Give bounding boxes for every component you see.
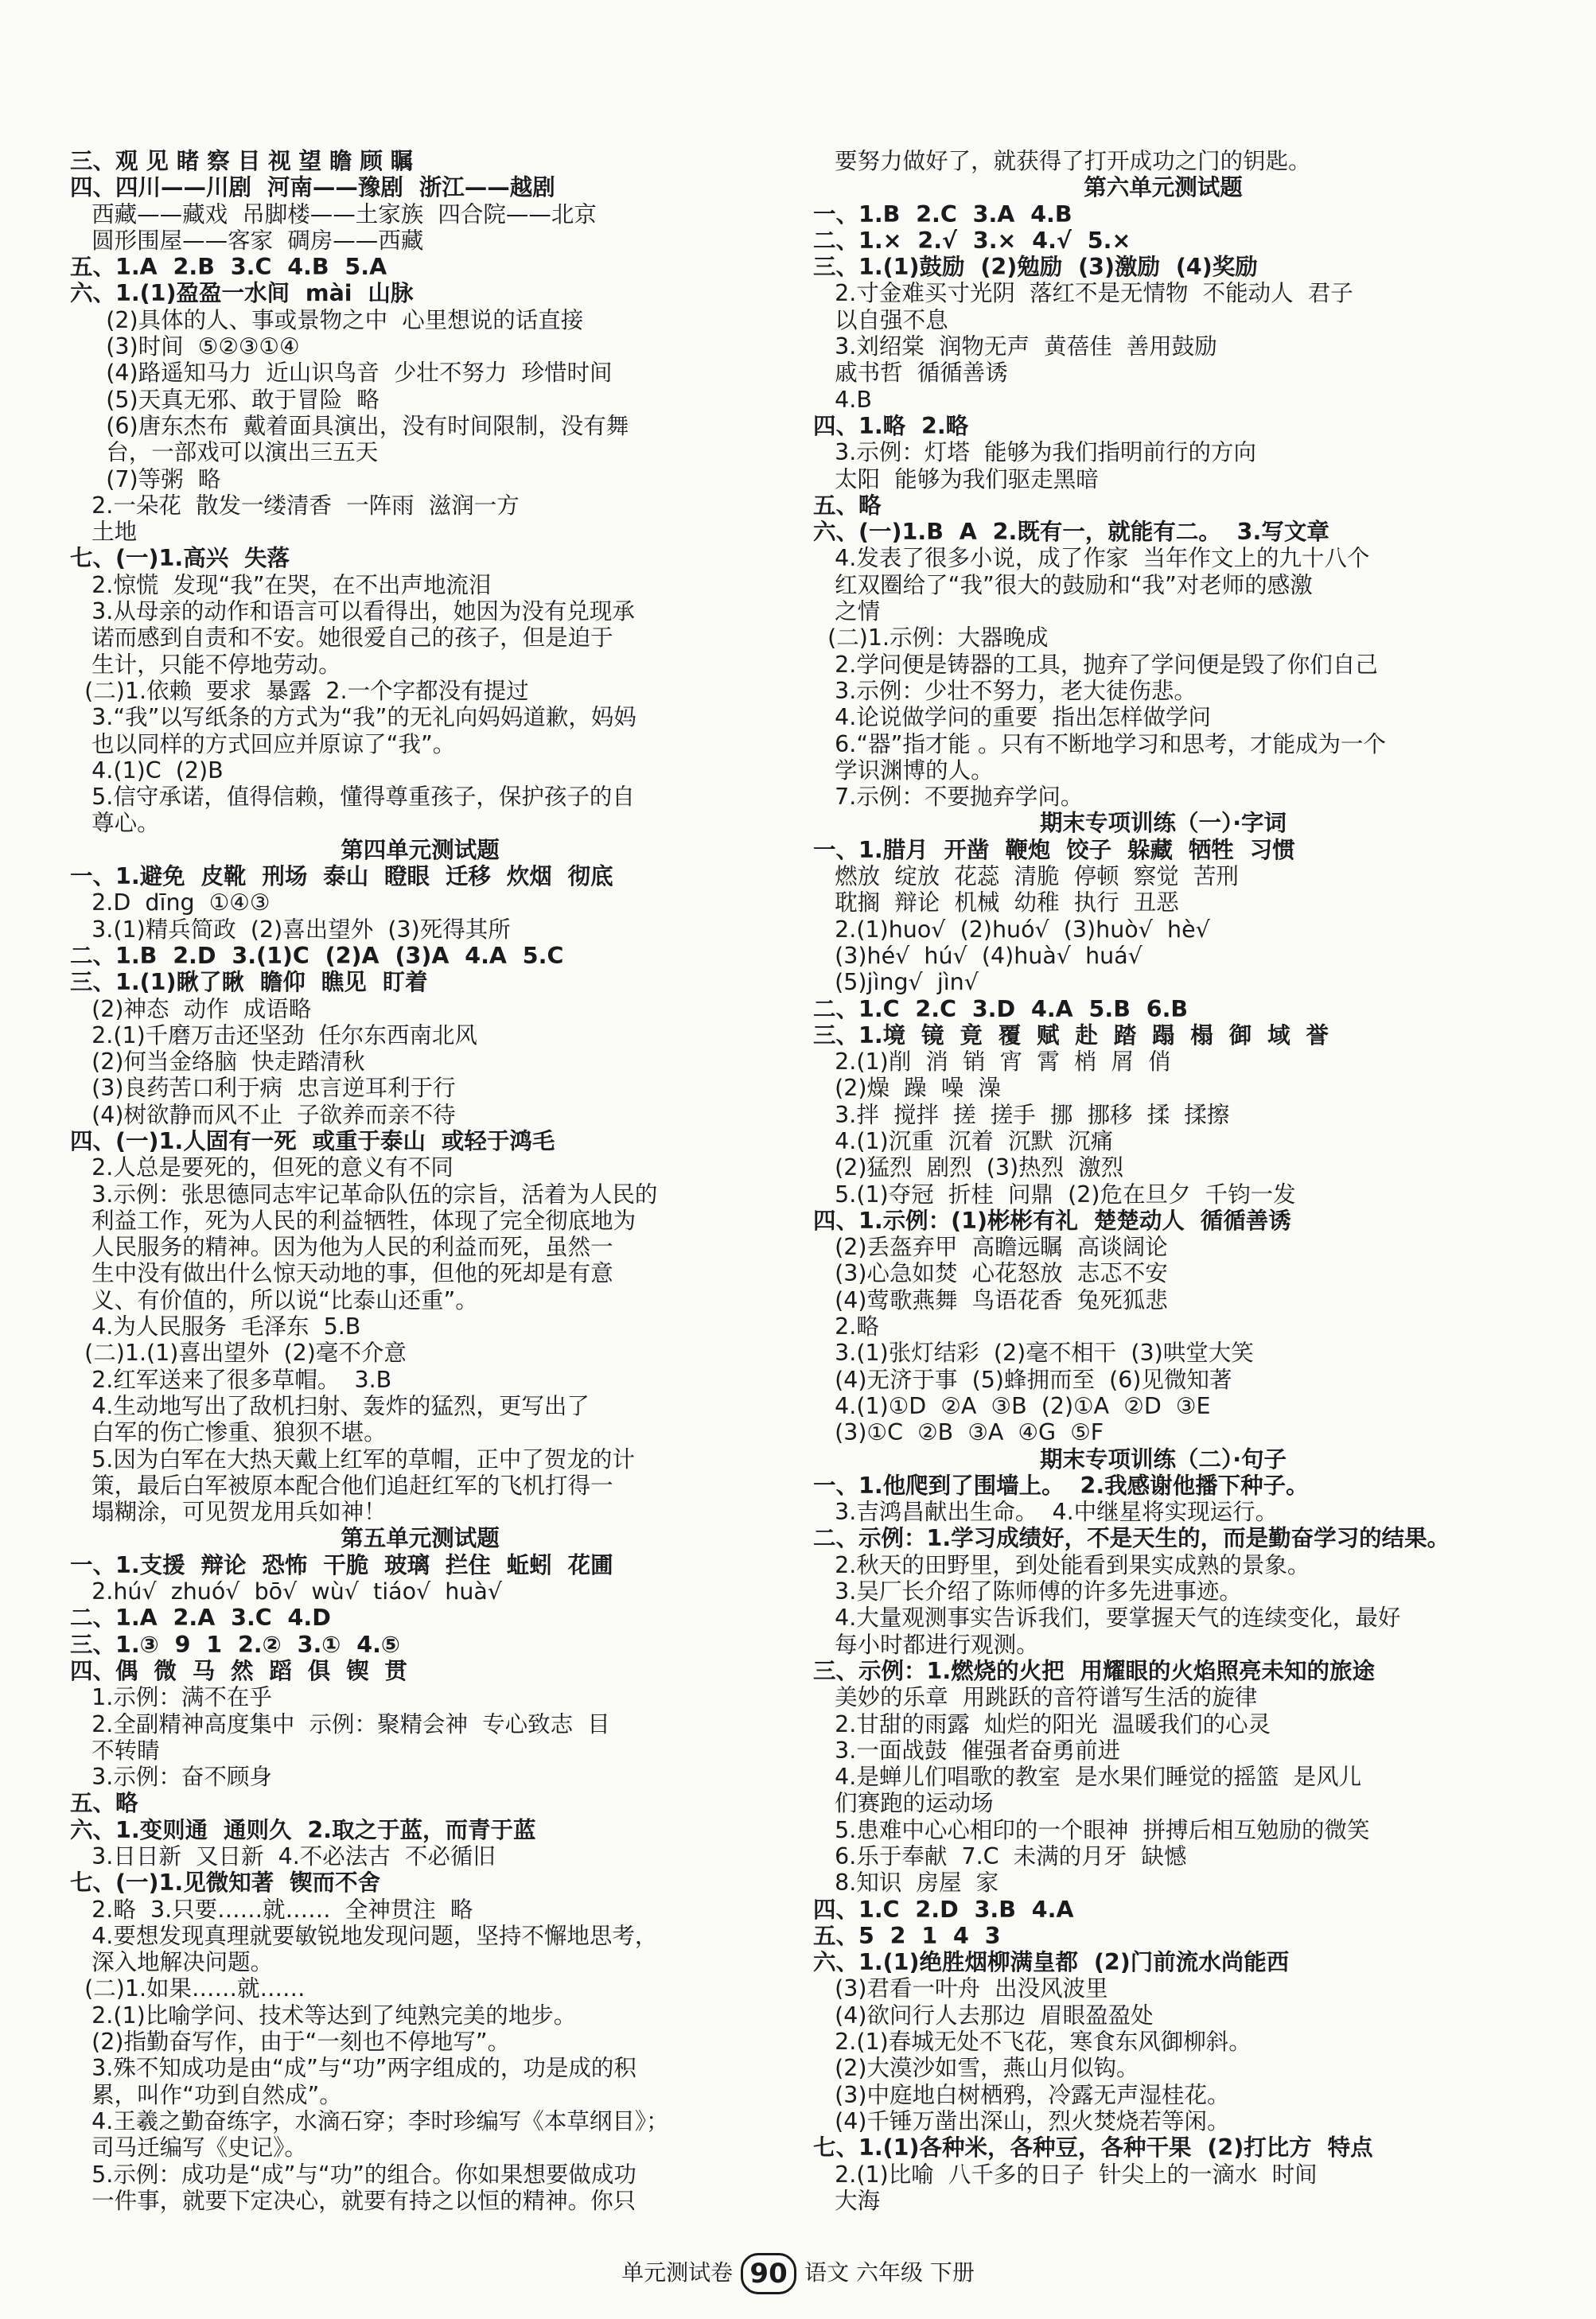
- answer-line: 每小时都进行观测。: [813, 1631, 1039, 1658]
- answer-line: 3.示例：少壮不努力，老大徒伤悲。: [813, 677, 1197, 704]
- answer-line: 策，最后白军被原本配合他们追赶红军的飞机打得一: [70, 1472, 613, 1499]
- answer-line: 5.示例：成功是“成”与“功”的组合。你如果想要做成功: [70, 2161, 636, 2188]
- answer-line: (二)1.示例：大器晚成: [813, 624, 1049, 652]
- answer-line: 一、1.B 2.C 3.A 4.B: [813, 200, 1072, 228]
- left-column: [70, 148, 770, 2214]
- answer-line: 4.(1)C (2)B: [70, 757, 224, 784]
- answer-line: 二、1.× 2.√ 3.× 4.√ 5.×: [813, 227, 1131, 254]
- answer-line: 2.一朵花 散发一缕清香 一阵雨 滋润一方: [70, 492, 520, 519]
- answer-line: 2.人总是要死的，但死的意义有不同: [70, 1154, 453, 1181]
- answer-line: (2)神态 动作 成语略: [70, 995, 312, 1022]
- answer-line: 圆形围屋——客家 碉房——西藏: [70, 227, 424, 254]
- answer-line: 2.(1)huo√ (2)huó√ (3)huò√ hè√: [813, 916, 1210, 943]
- answer-line: 深入地解决问题。: [70, 1949, 274, 1976]
- answer-line: 五、略: [813, 492, 882, 519]
- answer-line: (3)①C ②B ③A ④G ⑤F: [813, 1419, 1104, 1446]
- answer-line: 3.殊不知成功是由“成”与“功”两字组成的，功是成的积: [70, 2055, 636, 2082]
- answer-line: 七、(一)1.见微知著 锲而不舍: [70, 1870, 381, 1897]
- answer-line: 2.(1)春城无处不飞花，寒食东风御柳斜。: [813, 2029, 1251, 2056]
- answer-line: 三、示例：1.燃烧的火把 用耀眼的火焰照亮未知的旅途: [813, 1657, 1376, 1684]
- answer-line: 们赛跑的运动场: [813, 1790, 994, 1817]
- answer-line: 6.“器”指才能 。只有不断地学习和思考，才能成为一个: [813, 730, 1386, 757]
- answer-line: 司马迁编写《史记》。: [70, 2134, 307, 2161]
- answer-line: (二)1.依赖 要求 暴露 2.一个字都没有提过: [70, 677, 529, 704]
- answer-line: 六、1.(1)盈盈一水间 mài 山脉: [70, 280, 414, 307]
- answer-line: (4)路遥知马力 近山识鸟音 少壮不努力 珍惜时间: [70, 360, 613, 387]
- answer-line: 累，叫作“功到自然成”。: [70, 2081, 342, 2108]
- answer-line: 3.(1)精兵简政 (2)喜出望外 (3)死得其所: [70, 916, 511, 943]
- answer-line: 四、1.示例：(1)彬彬有礼 楚楚动人 循循善诱: [813, 1207, 1291, 1234]
- answer-line: 要努力做好了，就获得了打开成功之门的钥匙。: [813, 148, 1311, 174]
- answer-line: 大海: [813, 2187, 881, 2214]
- footer-subject-grade: 语文 六年级 下册: [804, 2259, 975, 2286]
- answer-line: 3.从母亲的动作和语言可以看得出，她因为没有兑现承: [70, 598, 635, 625]
- answer-line: (3)良药苦口利于病 忠言逆耳利于行: [70, 1075, 456, 1102]
- answer-line: 2.秋天的田野里，到处能看到果实成熟的景象。: [813, 1551, 1310, 1578]
- answer-line: 一、1.避免 皮靴 刑场 泰山 瞪眼 迁移 炊烟 彻底: [70, 863, 613, 890]
- answer-line: 生计，只能不停地劳动。: [70, 651, 341, 678]
- answer-line: 六、1.(1)绝胜烟柳满皇都 (2)门前流水尚能西: [813, 1949, 1290, 1976]
- answer-line: 燃放 绽放 花蕊 清脆 停顿 察觉 苦刑: [813, 863, 1239, 890]
- answer-line: 四、1.略 2.略: [813, 412, 969, 439]
- answer-line: 8.知识 房屋 家: [813, 1870, 999, 1897]
- answer-line: (2)丢盔弃甲 高瞻远瞩 高谈阔论: [813, 1234, 1168, 1261]
- answer-line: 4.(1)沉重 沉着 沉默 沉痛: [813, 1127, 1114, 1154]
- answer-line: (4)树欲静而风不止 子欲养而亲不待: [70, 1101, 456, 1128]
- answer-line: 学识渊博的人。: [813, 757, 994, 784]
- answer-line: 6.乐于奉献 7.C 未满的月牙 缺憾: [813, 1843, 1187, 1870]
- answer-line: 2.hú√ zhuó√ bō√ wù√ tiáo√ huà√: [70, 1578, 503, 1605]
- answer-line: 四、1.C 2.D 3.B 4.A: [813, 1896, 1074, 1923]
- answer-line: 一、1.他爬到了围墙上。 2.我感谢他播下种子。: [813, 1472, 1309, 1499]
- answer-line: 4.发表了很多小说，成了作家 当年作文上的九十八个: [813, 545, 1370, 572]
- section-heading: 期末专项训练（二）·句子: [1039, 1445, 1287, 1473]
- answer-line: 白军的伤亡惨重、狼狈不堪。: [70, 1419, 387, 1446]
- answer-line: 4.论说做学问的重要 指出怎样做学问: [813, 704, 1211, 731]
- answer-line: 三、1.③ 9 1 2.② 3.① 4.⑤: [70, 1631, 401, 1658]
- answer-line: 义、有价值的，所以说“比泰山还重”。: [70, 1286, 478, 1313]
- answer-line: 不转睛: [70, 1737, 160, 1764]
- answer-line: 3.一面战鼓 催强者奋勇前进: [813, 1737, 1120, 1764]
- answer-line: 4.B: [813, 386, 872, 413]
- answer-line: 4.大量观测事实告诉我们，要掌握天气的连续变化，最好: [813, 1605, 1401, 1632]
- answer-line: (二)1.(1)喜出望外 (2)毫不介意: [70, 1340, 407, 1367]
- answer-line: (2)具体的人、事或景物之中 心里想说的话直接: [70, 306, 584, 333]
- answer-line: 2.略 3.只要……就…… 全神贯注 略: [70, 1896, 473, 1923]
- answer-line: (6)唐东杰布 戴着面具演出，没有时间限制，没有舞: [70, 412, 629, 439]
- answer-line: 2.(1)削 消 销 宵 霄 梢 屑 俏: [813, 1049, 1171, 1076]
- answer-line: 七、1.(1)各种米，各种豆，各种干果 (2)打比方 特点: [813, 2134, 1373, 2161]
- page-footer: [0, 2253, 1596, 2294]
- answer-line: 一件事，就要下定决心，就要有持之以恒的精神。你只: [70, 2187, 636, 2214]
- answer-line: 尊心。: [70, 810, 160, 837]
- answer-line: 3.刘绍棠 润物无声 黄蓓佳 善用鼓励: [813, 333, 1217, 360]
- answer-line: 六、(一)1.B A 2.既有一，就能有二。 3.写文章: [813, 519, 1329, 546]
- answer-line: 也以同样的方式回应并原谅了“我”。: [70, 730, 456, 757]
- section-heading: 第六单元测试题: [1084, 174, 1243, 201]
- answer-line: 7.示例：不要抛弃学问。: [813, 784, 1084, 811]
- answer-line: (2)何当金络脑 快走踏清秋: [70, 1049, 365, 1076]
- answer-line: (5)天真无邪、敢于冒险 略: [70, 386, 380, 413]
- answer-line: 塌糊涂，可见贺龙用兵如神！: [70, 1499, 387, 1526]
- answer-line: 生中没有做出什么惊天动地的事，但他的死却是有意: [70, 1260, 613, 1287]
- answer-line: 五、5 2 1 4 3: [813, 1922, 1001, 1949]
- answer-line: 2.D dīng ①④③: [70, 889, 271, 916]
- answer-line: 五、1.A 2.B 3.C 4.B 5.A: [70, 254, 387, 281]
- answer-line: 三、1.境 镜 竟 覆 赋 赴 踏 蹋 榻 御 域 誉: [813, 1021, 1329, 1049]
- answer-line: 2.(1)比喻 八千多的日子 针尖上的一滴水 时间: [813, 2161, 1318, 2188]
- answer-line: (2)指勤奋写作，由于“一刻也不停地写”。: [70, 2029, 511, 2056]
- answer-line: 3.拌 搅拌 搓 搓手 挪 挪移 揉 揉擦: [813, 1101, 1230, 1128]
- answer-line: (2)猛烈 剧烈 (3)热烈 激烈: [813, 1154, 1124, 1181]
- answer-line: 以自强不息: [813, 306, 948, 333]
- answer-line: (3)时间 ⑤②③①④: [70, 333, 300, 360]
- page-number: 90: [741, 2253, 796, 2294]
- answer-line: 西藏——藏戏 吊脚楼——土家族 四合院——北京: [70, 200, 597, 228]
- answer-line: 3.示例：张思德同志牢记革命队伍的宗旨，活着为人民的: [70, 1181, 658, 1208]
- answer-line: 一、1.腊月 开凿 鞭炮 饺子 躲藏 牺牲 习惯: [813, 836, 1295, 863]
- answer-line: 4.是蝉儿们唱歌的教室 是水果们睡觉的摇篮 是风儿: [813, 1764, 1362, 1791]
- answer-line: 2.红军送来了很多草帽。 3.B: [70, 1366, 392, 1393]
- answer-line: 2.惊慌 发现“我”在哭，在不出声地流泪: [70, 571, 492, 598]
- answer-line: 二、1.A 2.A 3.C 4.D: [70, 1605, 331, 1632]
- answer-line: 台，一部戏可以演出三五天: [70, 439, 379, 466]
- answer-line: (3)君看一叶舟 出没风波里: [813, 1975, 1108, 2002]
- answer-line: 二、示例：1.学习成绩好，不是天生的，而是勤奋学习的结果。: [813, 1525, 1450, 1552]
- answer-line: (5)jìng√ jìn√: [813, 969, 979, 996]
- answer-line: 人民服务的精神。因为他为人民的利益而死，虽然一: [70, 1234, 613, 1261]
- answer-line: 4.(1)①D ②A ③B (2)①A ②D ③E: [813, 1392, 1211, 1419]
- answer-line: (7)等粥 略: [70, 465, 221, 492]
- footer-book-title: 单元测试卷: [621, 2259, 734, 2286]
- answer-line: 5.(1)夺冠 折桂 问鼎 (2)危在旦夕 千钧一发: [813, 1181, 1296, 1208]
- section-heading: 期末专项训练（一）·字词: [1039, 810, 1287, 837]
- answer-line: 3.吉鸿昌献出生命。 4.中继星将实现运行。: [813, 1499, 1279, 1526]
- answer-line: 4.生动地写出了敌机扫射、轰炸的猛烈，更写出了: [70, 1392, 590, 1419]
- answer-line: 2.(1)比喻学问、技术等达到了纯熟完美的地步。: [70, 2002, 577, 2029]
- answer-line: 六、1.变则通 通则久 2.取之于蓝，而青于蓝: [70, 1816, 536, 1843]
- answer-line: (3)心急如焚 心花怒放 志忑不安: [813, 1260, 1168, 1287]
- answer-line: 3.示例：灯塔 能够为我们指明前行的方向: [813, 439, 1256, 466]
- answer-line: 5.因为白军在大热天戴上红军的草帽，正中了贺龙的计: [70, 1445, 635, 1473]
- answer-line: (二)1.如果……就……: [70, 1975, 306, 2002]
- answer-line: 四、四川——川剧 河南——豫剧 浙江——越剧: [70, 174, 555, 201]
- answer-line: 5.患难中心心相印的一个眼神 拼搏后相互勉励的微笑: [813, 1816, 1370, 1843]
- answer-line: 七、(一)1.高兴 失落: [70, 545, 290, 572]
- answer-line: 三、1.(1)瞅了瞅 瞻仰 瞧见 盯着: [70, 969, 428, 996]
- answer-line: (4)欲问行人去那边 眉眼盈盈处: [813, 2002, 1154, 2029]
- answer-line: 3.吴厂长介绍了陈师傅的许多先进事迹。: [813, 1578, 1242, 1605]
- answer-line: 3.示例：奋不顾身: [70, 1764, 272, 1791]
- answer-line: 二、1.B 2.D 3.(1)C (2)A (3)A 4.A 5.C: [70, 942, 564, 969]
- answer-line: 3.(1)张灯结彩 (2)毫不相干 (3)哄堂大笑: [813, 1340, 1254, 1367]
- answer-line: 3.日日新 又日新 4.不必法古 不必循旧: [70, 1843, 496, 1870]
- answer-line: 2.寸金难买寸光阴 落红不是无情物 不能动人 君子: [813, 280, 1353, 307]
- answer-line: 一、1.支援 辩论 恐怖 干脆 玻璃 拦住 蚯蚓 花圃: [70, 1551, 613, 1578]
- answer-line: 4.为人民服务 毛泽东 5.B: [70, 1313, 361, 1340]
- answer-line: 2.甘甜的雨露 灿烂的阳光 温暖我们的心灵: [813, 1710, 1271, 1737]
- answer-line: (4)千锤万凿出深山，烈火焚烧若等闲。: [813, 2107, 1230, 2134]
- answer-line: 五、略: [70, 1790, 138, 1817]
- answer-line: 2.(1)千磨万击还坚劲 任尔东西南北风: [70, 1021, 477, 1049]
- answer-line: 三、1.(1)鼓励 (2)勉励 (3)激励 (4)奖励: [813, 254, 1258, 281]
- answer-line: 2.学问便是铸器的工具，抛弃了学问便是毁了你们自己: [813, 651, 1378, 678]
- answer-line: 之情: [813, 598, 881, 625]
- answer-line: 红双圈给了“我”很大的鼓励和“我”对老师的感激: [813, 571, 1313, 598]
- answer-line: 3.“我”以写纸条的方式为“我”的无礼向妈妈道歉，妈妈: [70, 704, 636, 731]
- answer-line: 二、1.C 2.C 3.D 4.A 5.B 6.B: [813, 995, 1189, 1022]
- answer-line: 四、(一)1.人固有一死 或重于泰山 或轻于鸿毛: [70, 1127, 555, 1154]
- answer-line: 利益工作，死为人民的利益牺牲，体现了完全彻底地为: [70, 1207, 636, 1234]
- answer-line: (2)燥 躁 噪 澡: [813, 1075, 1001, 1102]
- answer-line: 四、偶 微 马 然 蹈 俱 锲 贯: [70, 1657, 407, 1684]
- answer-line: 耽搁 辩论 机械 幼稚 执行 丑恶: [813, 889, 1179, 916]
- answer-line: 4.王羲之勤奋练字，水滴石穿；李时珍编写《本草纲目》；: [70, 2107, 669, 2134]
- answer-line: (3)中庭地白树栖鸦，冷露无声湿桂花。: [813, 2081, 1230, 2108]
- answer-line: 2.略: [813, 1313, 879, 1340]
- answer-line: 5.信守承诺，值得信赖，懂得尊重孩子，保护孩子的自: [70, 784, 635, 811]
- answer-line: (3)hé√ hú√ (4)huà√ huá√: [813, 942, 1143, 969]
- answer-line: 土地: [70, 519, 138, 546]
- section-heading: 第五单元测试题: [341, 1525, 500, 1552]
- answer-line: (4)无济于事 (5)蜂拥而至 (6)见微知著: [813, 1366, 1232, 1393]
- answer-line: 三、观 见 睹 察 目 视 望 瞻 顾 瞩: [70, 148, 414, 174]
- answer-line: 戚书哲 循循善诱: [813, 360, 1008, 387]
- section-heading: 第四单元测试题: [341, 836, 500, 863]
- answer-line: 4.要想发现真理就要敏锐地发现问题，坚持不懈地思考，: [70, 1922, 658, 1949]
- answer-line: (4)莺歌燕舞 鸟语花香 兔死狐悲: [813, 1286, 1168, 1313]
- answer-line: 1.示例：满不在乎: [70, 1684, 272, 1711]
- answer-line: 2.全副精神高度集中 示例：聚精会神 专心致志 目: [70, 1710, 610, 1737]
- right-column: [813, 148, 1513, 2214]
- answer-line: (2)大漠沙如雪，燕山月似钩。: [813, 2055, 1139, 2082]
- answer-line: 太阳 能够为我们驱走黑暗: [813, 465, 1099, 492]
- answer-line: 诺而感到自责和不安。她很爱自己的孩子，但是迫于: [70, 624, 613, 652]
- answer-line: 美妙的乐章 用跳跃的音符谱写生活的旋律: [813, 1684, 1258, 1711]
